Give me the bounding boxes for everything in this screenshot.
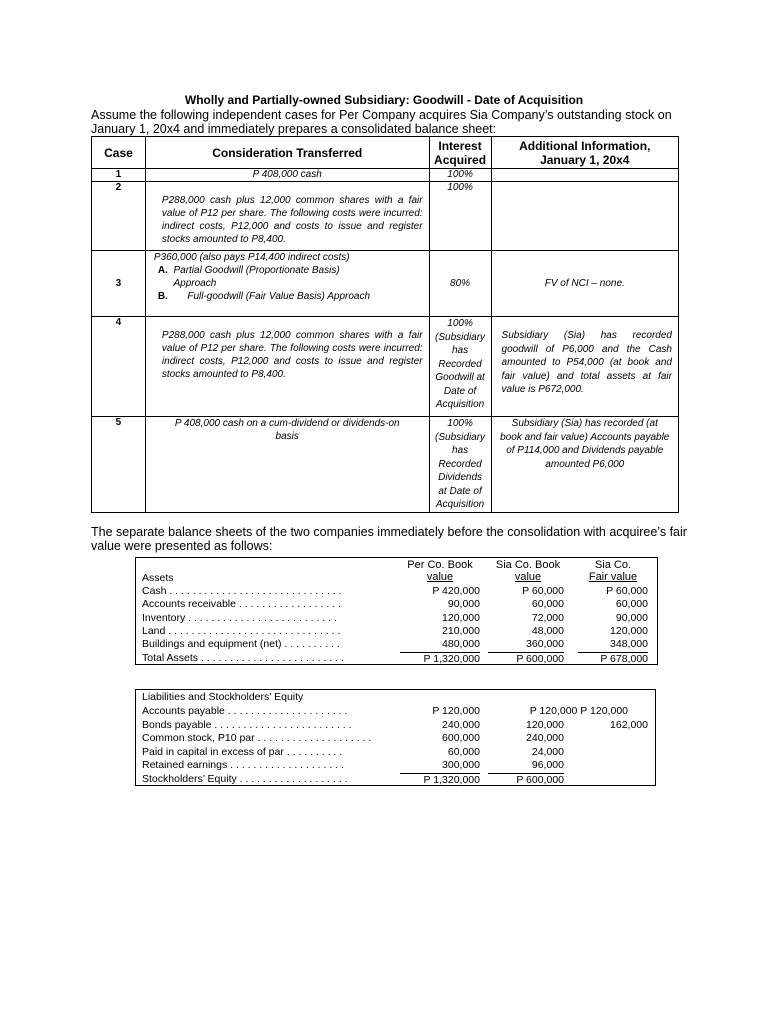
row-label: Land . . . . . . . . . . . . . . . . . . . . . . . . . . . . . . [142, 624, 341, 637]
option-a-letter: A. [157, 265, 168, 276]
row-fv-value: P 678,000 [578, 652, 648, 665]
row-fv-value: P 60,000 [606, 585, 648, 597]
additional-cell: FV of NCI – none. [491, 251, 678, 317]
table-row [92, 182, 679, 251]
case-number: 4 [92, 317, 146, 417]
row-per-value: 90,000 [447, 598, 480, 611]
row-fv-value: 162,000 [610, 718, 648, 731]
case-number: 1 [92, 169, 146, 182]
header-sia-fv: Sia Co. Fair value [588, 559, 638, 583]
consideration-cell: P288,000 cash plus 12,000 common shares with a fair value of P12 per share. The following costs were incurred: indirect costs, P12,000 and costs to issue and register stocks amounted to P8,400. [145, 317, 429, 417]
assets-heading: Assets [142, 572, 174, 584]
row-fv-value: 90,000 [615, 611, 648, 624]
row-per-value: 600,000 [442, 732, 480, 744]
table-row [92, 169, 679, 182]
header-consideration: Consideration Transferred [145, 137, 429, 169]
row-per-value: 300,000 [442, 759, 480, 771]
row-per-value: 240,000 [442, 718, 480, 731]
additional-cell: Subsidiary (Sia) has recorded (at book and fair value) Accounts payable of P114,000 and Dividends payable amounted P6,000 [491, 417, 678, 513]
interest-cell: 100% [429, 169, 491, 182]
row-per-value: 210,000 [442, 624, 480, 637]
row-per-value: 120,000 [442, 611, 480, 624]
row-sia-value: 24,000 [531, 745, 564, 758]
row-sia-value: 72,000 [531, 611, 564, 624]
header-per-book: Per Co. Book value [407, 559, 473, 583]
intro-paragraph: Assume the following independent cases for Per Company acquires Sia Company’s outstanding stock on January 1, 20x4 and immediately prepares a consolidated balance sheet: [91, 108, 672, 136]
liabilities-heading: Liabilities and Stockholders’ Equity [142, 691, 304, 703]
consideration-cell: P288,000 cash plus 12,000 common shares with a fair value of P12 per share. The following costs were incurred: indirect costs, P12,000 and costs to issue and register stocks amounted to P8,400. [145, 182, 429, 251]
row-sia-value: P 600,000 [488, 773, 564, 786]
row-per-value: P 120,000 [432, 705, 480, 717]
row-sia-value: P 600,000 [488, 652, 564, 665]
row-fv-value: 348,000 [610, 638, 648, 651]
row-label: Paid in capital in excess of par . . . . . . . . . . [142, 745, 343, 758]
consideration-cell [145, 251, 429, 317]
row-label: Accounts payable . . . . . . . . . . . . . . . . . . . . . [142, 705, 348, 717]
row-label: Accounts receivable . . . . . . . . . . . . . . . . . . [142, 598, 341, 611]
case-number: 5 [92, 417, 146, 513]
row-sia-value: 120,000 [526, 718, 564, 731]
table-row [92, 417, 679, 513]
row-sia-value: 240,000 [526, 732, 564, 744]
additional-cell [491, 182, 678, 251]
header-additional: Additional Information, January 1, 20x4 [491, 137, 678, 169]
row-label: Inventory . . . . . . . . . . . . . . . . . . . . . . . . . . [142, 611, 337, 624]
option-a-text: Partial Goodwill (Proportionate Basis) Approach [173, 265, 340, 289]
row-fv-value: 60,000 [615, 598, 648, 611]
row-sia-value: 360,000 [526, 638, 564, 651]
page-title: Wholly and Partially-owned Subsidiary: Goodwill - Date of Acquisition [184, 93, 584, 107]
interest-cell: 100% [429, 182, 491, 251]
interest-cell: 100% (Subsidiary has Recorded Goodwill at Date of Acquisition [429, 317, 491, 417]
option-b-letter: B. [157, 291, 168, 302]
row-label: Common stock, P10 par . . . . . . . . . . . . . . . . . . . . [142, 732, 372, 744]
consideration-cell: P 408,000 cash on a cum-dividend or dividends-on basis [145, 417, 429, 513]
header-interest: Interest Acquired [429, 137, 491, 169]
row-per-value: 480,000 [442, 638, 480, 651]
interest-cell: 80% [429, 251, 491, 317]
row-per-value: 60,000 [447, 745, 480, 758]
row-fv-value: 120,000 [610, 624, 648, 637]
row-label: Bonds payable . . . . . . . . . . . . . . . . . . . . . . . . [142, 718, 352, 731]
case-number: 3 [92, 251, 146, 317]
row-sia-value: 48,000 [531, 624, 564, 637]
table-row [92, 317, 679, 417]
row-label: Stockholders’ Equity . . . . . . . . . . . . . . . . . . . [142, 772, 348, 785]
additional-cell [491, 169, 678, 182]
row-per-value: P 420,000 [432, 585, 480, 597]
row-per-value: P 1,320,000 [400, 773, 480, 786]
interest-cell: 100% (Subsidiary has Recorded Dividends at Date of Acquisition [429, 417, 491, 513]
table-row [92, 251, 679, 317]
row-per-value: P 1,320,000 [400, 652, 480, 665]
row-sia-value: P 60,000 [522, 585, 564, 597]
row-sia-value: 60,000 [531, 598, 564, 611]
row-label: Cash . . . . . . . . . . . . . . . . . . . . . . . . . . . . . . [142, 585, 342, 597]
separate-paragraph: The separate balance sheets of the two companies immediately before the consolidation with acquiree’s fair value were presented as follows: [91, 525, 687, 553]
row-label: Total Assets . . . . . . . . . . . . . . . . . . . . . . . . . [142, 651, 344, 664]
additional-cell: Subsidiary (Sia) has recorded goodwill of P6,000 and the Cash amounted to P54,000 (at book and fair value) and total assets at fair value is P672,000. [491, 317, 678, 417]
row-label: Retained earnings . . . . . . . . . . . . . . . . . . . . [142, 759, 344, 771]
header-sia-book: Sia Co. Book value [495, 559, 561, 583]
row-sia-value: 96,000 [531, 759, 564, 771]
cases-table [91, 136, 679, 513]
consideration-cell: P 408,000 cash [145, 169, 429, 182]
option-b-text: Full-goodwill (Fair Value Basis) Approach [187, 291, 371, 302]
row-label: Buildings and equipment (net) . . . . . . . . . . [142, 638, 340, 651]
consideration-text: P360,000 (also pays P14,400 indirect costs) [153, 252, 350, 263]
case-number: 2 [92, 182, 146, 251]
header-case: Case [92, 137, 146, 169]
row-sia-value: P 120,000 P 120,000 [529, 705, 628, 717]
